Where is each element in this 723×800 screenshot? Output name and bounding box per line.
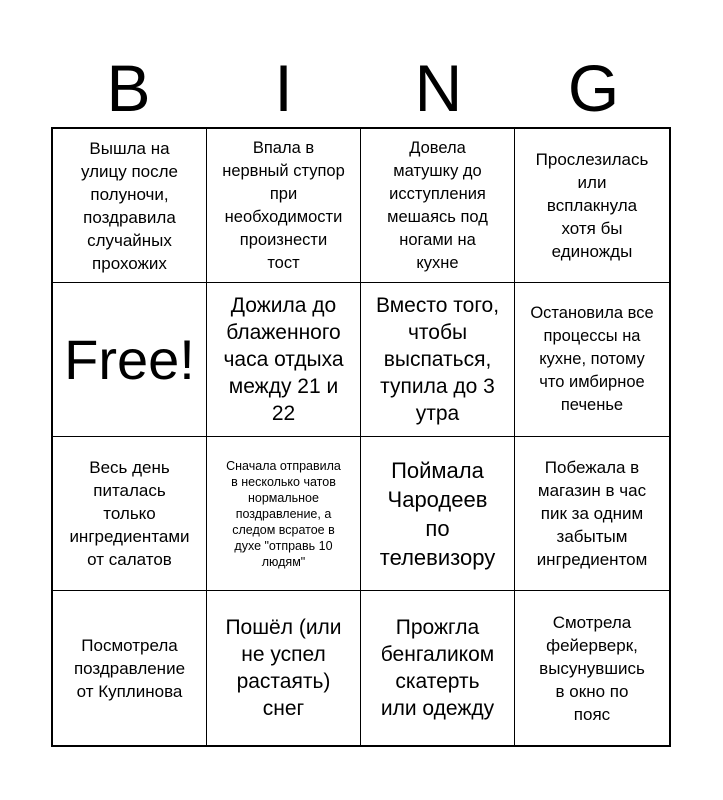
bingo-cell-14[interactable] <box>207 591 361 745</box>
cell-text: Дожила до блаженного часа отдыха между 21 и 22 <box>223 294 344 425</box>
bingo-cell-9[interactable] <box>53 437 207 591</box>
bingo-cell-1[interactable] <box>53 129 207 283</box>
bingo-cell-15[interactable] <box>361 591 515 745</box>
cell-text: Прожгла бенгаликом скатерть или одежду <box>380 616 495 720</box>
cell-text: Впала в нервный ступор при необходимости произнести тост <box>222 138 345 272</box>
bingo-cell-8[interactable] <box>515 283 669 437</box>
header-letter-g: G <box>567 51 620 125</box>
bingo-cell-16[interactable] <box>515 591 669 745</box>
header-letter-i: I <box>274 51 293 125</box>
bingo-cell-10[interactable] <box>207 437 361 591</box>
cell-text: Пошёл (или не успел растаять) снег <box>225 616 342 720</box>
bingo-cell-free[interactable] <box>53 283 207 437</box>
cell-text: Прослезилась или всплакнула хотя бы единожды <box>535 150 649 261</box>
cell-text: Вышла на улицу после полуночи, поздравила случайных прохожих <box>80 138 179 273</box>
bingo-cell-11[interactable] <box>361 437 515 591</box>
cell-text: Поймала Чародеев по телевизору <box>379 457 496 570</box>
bingo-cell-7[interactable] <box>361 283 515 437</box>
bingo-cell-12[interactable] <box>515 437 669 591</box>
cell-text: Посмотрела поздравление от Куплинова <box>73 635 186 701</box>
bingo-header <box>51 52 671 124</box>
free-space-text: Free! <box>64 327 195 391</box>
cell-text: Побежала в магазин в час пик за одним забытым ингредиентом <box>536 458 648 569</box>
bingo-cell-3[interactable] <box>361 129 515 283</box>
bingo-cell-6[interactable] <box>207 283 361 437</box>
cell-text: Весь день питалась только ингредиентами от салатов <box>69 458 190 569</box>
bingo-cell-13[interactable] <box>53 591 207 745</box>
cell-text: Вместо того, чтобы выспаться, тупила до 3 утра <box>375 294 500 425</box>
cell-text: Остановила все процессы на кухне, потому что имбирное печенье <box>530 304 654 414</box>
cell-text: Смотрела фейерверк, высунувшись в окно по пояс <box>539 612 645 724</box>
cell-text: Сначала отправила в несколько чатов нормальное поздравление, а следом всратое в духе "отправь 10 людям" <box>226 458 341 569</box>
header-letter-n: N <box>414 51 463 125</box>
bingo-card <box>51 127 671 747</box>
header-letter-b: B <box>106 51 151 125</box>
bingo-cell-2[interactable] <box>207 129 361 283</box>
cell-text: Довела матушку до исступления мешаясь под ногами на кухне <box>387 138 488 272</box>
bingo-cell-4[interactable] <box>515 129 669 283</box>
